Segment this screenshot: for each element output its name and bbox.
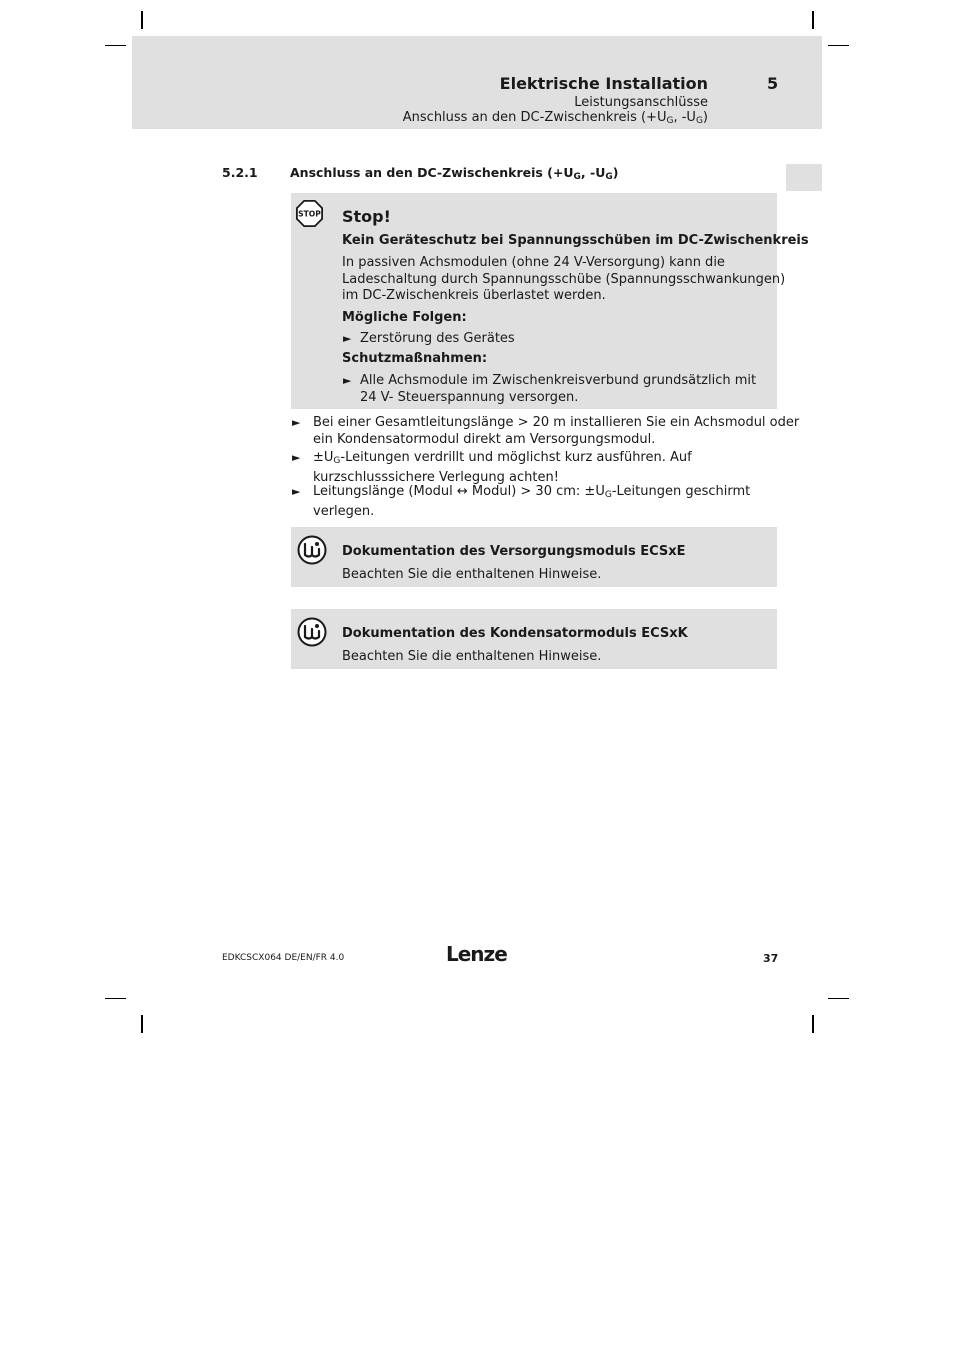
bullet-arrow-icon: ► [343,374,352,387]
crop-mark [828,45,849,46]
bullet-arrow-icon: ► [292,416,301,429]
chapter-number: 5 [767,74,779,93]
section-number: 5.2.1 [222,165,258,180]
chapter-side-tab [786,164,822,191]
measures-label: Schutzmaßnahmen: [342,351,488,366]
list-item: Leitungslänge (Modul ↔ Modul) > 30 cm: $\pm U_G$-Leitungen geschirmt verlegen. [313,484,751,519]
chapter-title: Elektrische Installation [499,74,708,93]
page-number: 37 [763,952,779,965]
documentation-reference-icon [297,535,327,565]
svg-text:STOP: STOP [298,209,321,219]
header-subtitle: Leistungsanschlüsse [574,95,708,110]
lenze-logo: Lenze [446,942,507,966]
measure-item: Alle Achsmodule im Zwischenkreisverbund grundsätzlich mit 24 V- Steuerspannung versorgen. [360,373,757,405]
list-item: Bei einer Gesamtleitungslänge > 20 m installieren Sie ein Achsmodul oder ein Kondensatormodul direkt am Versorgungsmodul. [313,415,800,447]
note-text: Beachten Sie die enthaltenen Hinweise. [342,567,602,582]
crop-mark [105,998,126,999]
crop-mark [828,998,849,999]
bullet-arrow-icon: ► [343,332,352,345]
stop-heading: Stop! [342,207,391,226]
section-title: Anschluss an den DC-Zwischenkreis ($+U_G$, $-U_G$) [290,165,619,182]
note-text: Beachten Sie die enthaltenen Hinweise. [342,649,602,664]
stop-icon [296,200,323,227]
bullet-arrow-icon: ► [292,485,301,498]
crop-mark [812,1015,814,1033]
crop-mark [141,11,143,29]
consequence-item: Zerstörung des Gerätes [360,331,515,346]
consequences-label: Mögliche Folgen: [342,310,467,325]
note-title: Dokumentation des Versorgungsmoduls ECSxE [342,544,686,559]
stop-subheading: Kein Geräteschutz bei Spannungsschüben im DC-Zwischenkreis [342,233,809,248]
document-code: EDKCSCX064 DE/EN/FR 4.0 [222,953,345,963]
crop-mark [105,45,126,46]
list-item: $\pm U_G$-Leitungen verdrillt und möglichst kurz ausführen. Auf kurzschlusssichere Verlegung achten! [313,450,692,485]
header-subtitle-2: Anschluss an den DC-Zwischenkreis ($+U_G$, $-U_G$) [402,110,708,126]
documentation-reference-icon [297,617,327,647]
stop-paragraph: In passiven Achsmodulen (ohne 24 V-Versorgung) kann die Ladeschaltung durch Spannungsschübe (Spannungsschwankungen) im DC-Zwischenkreis überlastet werden. [342,255,786,303]
crop-mark [812,11,814,29]
note-title: Dokumentation des Kondensatormoduls ECSxK [342,626,688,641]
bullet-arrow-icon: ► [292,451,301,464]
crop-mark [141,1015,143,1033]
